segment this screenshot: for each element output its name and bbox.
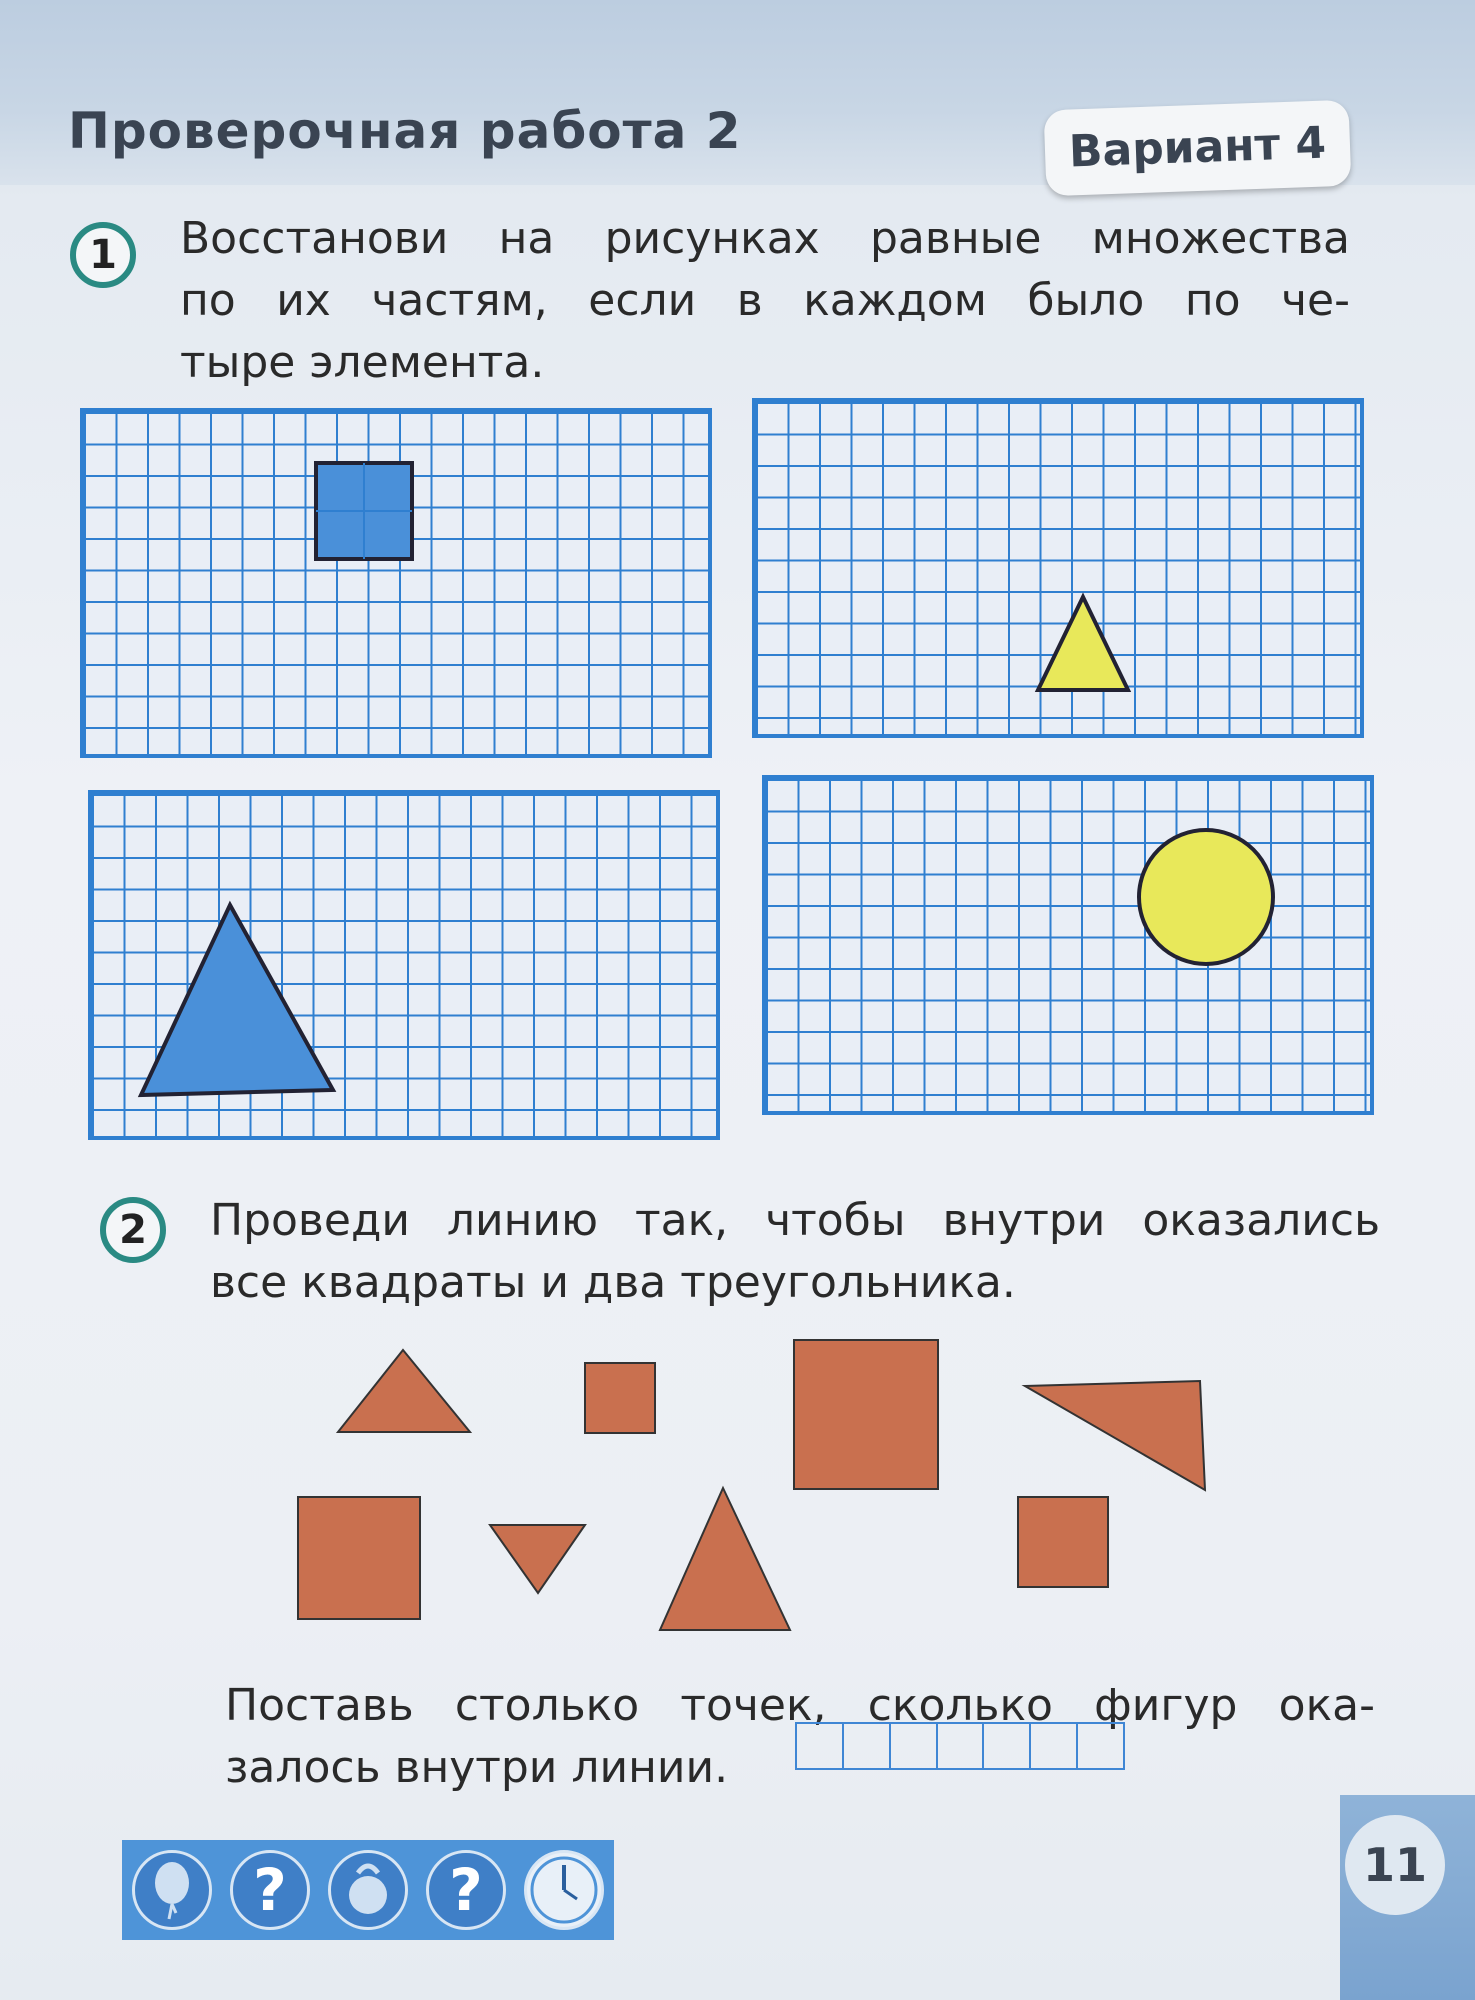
followup-line-2: залось внутри линии. xyxy=(225,1742,729,1793)
task1-text xyxy=(180,208,1350,394)
figure-square-1[interactable] xyxy=(585,1363,655,1433)
variant-badge: Вариант 4 xyxy=(1044,100,1352,197)
figure-square-4[interactable] xyxy=(1018,1497,1108,1587)
grid-4[interactable] xyxy=(762,775,1374,1115)
grid-2[interactable] xyxy=(752,398,1364,738)
task-number-2: 2 xyxy=(100,1197,166,1263)
followup-line-1: Поставь столько точек, сколько фигур ока- xyxy=(225,1680,1375,1731)
grid-1[interactable] xyxy=(80,408,712,758)
question-icon: ? xyxy=(416,1840,516,1940)
task1-line-1: Восстанови на рисунках равные множества xyxy=(180,213,1350,264)
figure-square-2[interactable] xyxy=(794,1340,938,1489)
answer-cells[interactable] xyxy=(795,1722,1125,1770)
clock-icon xyxy=(514,1840,614,1940)
figure-triangle-3[interactable] xyxy=(490,1525,585,1593)
figure-triangle-1[interactable] xyxy=(338,1350,470,1432)
task-number-1: 1 xyxy=(70,222,136,288)
balloon-icon xyxy=(122,1840,222,1940)
grid-3[interactable] xyxy=(88,790,720,1140)
task2-line-2: все квадраты и два треугольника. xyxy=(210,1257,1016,1308)
figure-triangle-2[interactable] xyxy=(1025,1381,1205,1490)
question-icon: ? xyxy=(220,1840,320,1940)
task1-line-3: тыре элемента. xyxy=(180,337,545,388)
task2-text xyxy=(210,1190,1380,1314)
answer-cell[interactable] xyxy=(797,1724,844,1768)
answer-cell[interactable] xyxy=(984,1724,1031,1768)
figure-triangle-4[interactable] xyxy=(660,1488,790,1630)
kettlebell-icon xyxy=(318,1840,418,1940)
answer-cell[interactable] xyxy=(1031,1724,1078,1768)
answer-cell[interactable] xyxy=(938,1724,985,1768)
page-number: 11 xyxy=(1345,1815,1445,1915)
task1-line-2: по их частям, если в каждом было по че- xyxy=(180,275,1350,326)
task2-line-1: Проведи линию так, чтобы внутри оказались xyxy=(210,1195,1380,1246)
answer-cell[interactable] xyxy=(1078,1724,1123,1768)
answer-cell[interactable] xyxy=(891,1724,938,1768)
footer-icon-strip xyxy=(122,1840,612,1940)
answer-cell[interactable] xyxy=(844,1724,891,1768)
page-title: Проверочная работа 2 xyxy=(68,102,742,160)
figure-square-3[interactable] xyxy=(298,1497,420,1619)
